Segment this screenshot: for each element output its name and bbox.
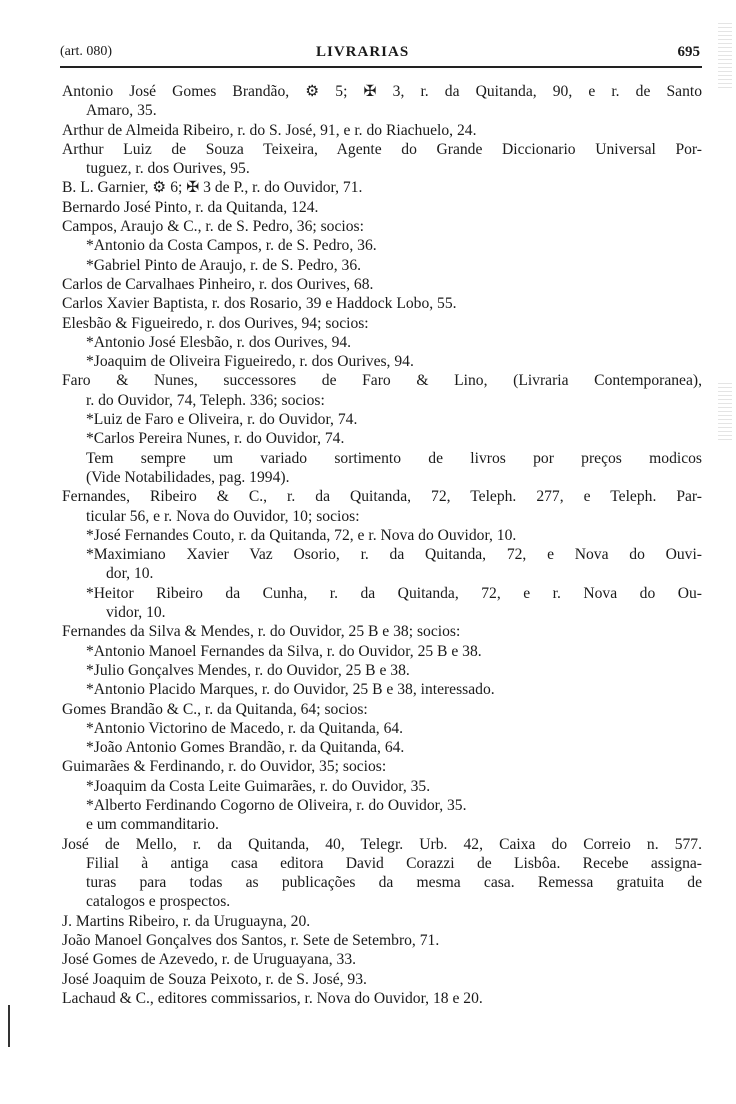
- entry-continuation-line: *Antonio Manoel Fernandes da Silva, r. do Ouvidor, 25 B e 38.: [86, 642, 482, 660]
- running-header: [60, 36, 702, 68]
- directory-entry: [62, 757, 702, 834]
- directory-entry: [62, 217, 702, 275]
- header-article-ref: (art. 080): [60, 44, 113, 59]
- directory-entry: [62, 140, 702, 179]
- entry-continuation-line: e um commanditario.: [86, 816, 219, 834]
- directory-entry: [62, 912, 702, 931]
- entry-first-line: Campos, Araujo & C., r. de S. Pedro, 36; socios:: [62, 218, 364, 236]
- entry-continuation-line: *Gabriel Pinto de Araujo, r. de S. Pedro, 36.: [86, 256, 362, 274]
- entry-first-line: José de Mello, r. da Quitanda, 40, Telegr. Urb. 42, Caixa do Correio n. 577.: [62, 835, 702, 853]
- entry-first-line: B. L. Garnier, ⚙ 6; ✠ 3 de P., r. do Ouvidor, 71.: [62, 179, 363, 197]
- entry-continuation-line: *Alberto Ferdinando Cogorno de Oliveira, r. do Ouvidor, 35.: [86, 796, 467, 814]
- entry-continuation-line: *Julio Gonçalves Mendes, r. do Ouvidor, 25 B e 38.: [86, 661, 410, 679]
- entry-first-line: José Gomes de Azevedo, r. de Uruguayana, 33.: [62, 951, 357, 969]
- directory-entry: [62, 371, 702, 487]
- entry-continuation-line: dor, 10.: [106, 565, 154, 583]
- directory-entry: [62, 970, 702, 989]
- entry-continuation-line: *Antonio José Elesbão, r. dos Ourives, 94.: [86, 333, 352, 351]
- directory-entry: [62, 82, 702, 121]
- entry-continuation-line: *João Antonio Gomes Brandão, r. da Quitanda, 64.: [86, 739, 405, 757]
- directory-entry: [62, 178, 702, 197]
- directory-entry: [62, 121, 702, 140]
- directory-entry: [62, 198, 702, 217]
- entry-continuation-line: *Carlos Pereira Nunes, r. do Ouvidor, 74.: [86, 430, 345, 448]
- entry-continuation-line: vidor, 10.: [106, 604, 166, 622]
- entry-continuation-line: *Luiz de Faro e Oliveira, r. do Ouvidor, 74.: [86, 411, 358, 429]
- entry-continuation-line: catalogos e prospectos.: [86, 893, 231, 911]
- entry-continuation-line: ticular 56, e r. Nova do Ouvidor, 10; socios:: [86, 507, 360, 525]
- directory-entry: [62, 294, 702, 313]
- directory-entry: [62, 314, 702, 372]
- scan-speckle: [718, 20, 732, 90]
- entry-continuation-line: Filial à antiga casa editora David Corazzi de Lisbôa. Recebe assigna-: [86, 854, 702, 872]
- entry-first-line: Lachaud & C., editores commissarios, r. Nova do Ouvidor, 18 e 20.: [62, 989, 483, 1007]
- entry-continuation-line: *Heitor Ribeiro da Cunha, r. da Quitanda, 72, e r. Nova do Ou-: [86, 584, 702, 602]
- entry-continuation-line: *Antonio Placido Marques, r. do Ouvidor, 25 B e 38, interessado.: [86, 681, 495, 699]
- entry-continuation-line: *Joaquim da Costa Leite Guimarães, r. do Ouvidor, 35.: [86, 777, 431, 795]
- entry-continuation-line: *Antonio da Costa Campos, r. de S. Pedro, 36.: [86, 237, 377, 255]
- directory-entry: [62, 835, 702, 912]
- margin-mark: [8, 1005, 10, 1047]
- entry-first-line: Bernardo José Pinto, r. da Quitanda, 124.: [62, 198, 319, 216]
- directory-entry: [62, 487, 702, 622]
- entry-first-line: Arthur Luiz de Souza Teixeira, Agente do Grande Diccionario Universal Por-: [62, 140, 702, 158]
- entry-continuation-line: *Maximiano Xavier Vaz Osorio, r. da Quitanda, 72, e Nova do Ouvi-: [86, 546, 702, 564]
- directory-entry: [62, 700, 702, 758]
- entry-first-line: Elesbão & Figueiredo, r. dos Ourives, 94; socios:: [62, 314, 369, 332]
- directory-entry: [62, 989, 702, 1008]
- entry-continuation-line: tuguez, r. dos Ourives, 95.: [86, 160, 250, 178]
- page-number: 695: [677, 44, 700, 60]
- entry-first-line: Fernandes, Ribeiro & C., r. da Quitanda, 72, Teleph. 277, e Teleph. Par-: [62, 488, 702, 506]
- entry-first-line: Faro & Nunes, successores de Faro & Lino, (Livraria Contemporanea),: [62, 372, 702, 390]
- header-title: LIVRARIAS: [316, 44, 410, 60]
- entry-continuation-line: (Vide Notabilidades, pag. 1994).: [86, 468, 290, 486]
- entry-continuation-line: Tem sempre um variado sortimento de livros por preços modicos: [86, 449, 702, 467]
- entry-continuation-line: turas para todas as publicações da mesma casa. Remessa gratuita de: [86, 874, 702, 892]
- entry-first-line: J. Martins Ribeiro, r. da Uruguayna, 20.: [62, 912, 311, 930]
- entry-first-line: Carlos Xavier Baptista, r. dos Rosario, 39 e Haddock Lobo, 55.: [62, 295, 457, 313]
- entry-continuation-line: *José Fernandes Couto, r. da Quitanda, 72, e r. Nova do Ouvidor, 10.: [86, 526, 517, 544]
- entry-first-line: Guimarães & Ferdinando, r. do Ouvidor, 35; socios:: [62, 758, 387, 776]
- entry-first-line: José Joaquim de Souza Peixoto, r. de S. José, 93.: [62, 970, 367, 988]
- entry-first-line: Antonio José Gomes Brandão, ⚙ 5; ✠ 3, r. da Quitanda, 90, e r. de Santo: [62, 83, 702, 100]
- entry-continuation-line: Amaro, 35.: [86, 102, 157, 120]
- entry-continuation-line: *Joaquim de Oliveira Figueiredo, r. dos Ourives, 94.: [86, 353, 414, 371]
- scan-speckle: [718, 380, 732, 440]
- entry-first-line: Gomes Brandão & C., r. da Quitanda, 64; socios:: [62, 700, 368, 718]
- directory-entry: [62, 275, 702, 294]
- entry-continuation-line: r. do Ouvidor, 74, Teleph. 336; socios:: [86, 391, 325, 409]
- entry-first-line: Fernandes da Silva & Mendes, r. do Ouvidor, 25 B e 38; socios:: [62, 623, 461, 641]
- directory-entry: [62, 622, 702, 699]
- entry-first-line: João Manoel Gonçalves dos Santos, r. Sete de Setembro, 71.: [62, 932, 440, 950]
- entry-continuation-line: *Antonio Victorino de Macedo, r. da Quitanda, 64.: [86, 719, 404, 737]
- entry-first-line: Arthur de Almeida Ribeiro, r. do S. José, 91, e r. do Riachuelo, 24.: [62, 121, 477, 139]
- directory-entry: [62, 950, 702, 969]
- entry-first-line: Carlos de Carvalhaes Pinheiro, r. dos Ourives, 68.: [62, 275, 374, 293]
- directory-entries: [62, 82, 702, 1008]
- directory-entry: [62, 931, 702, 950]
